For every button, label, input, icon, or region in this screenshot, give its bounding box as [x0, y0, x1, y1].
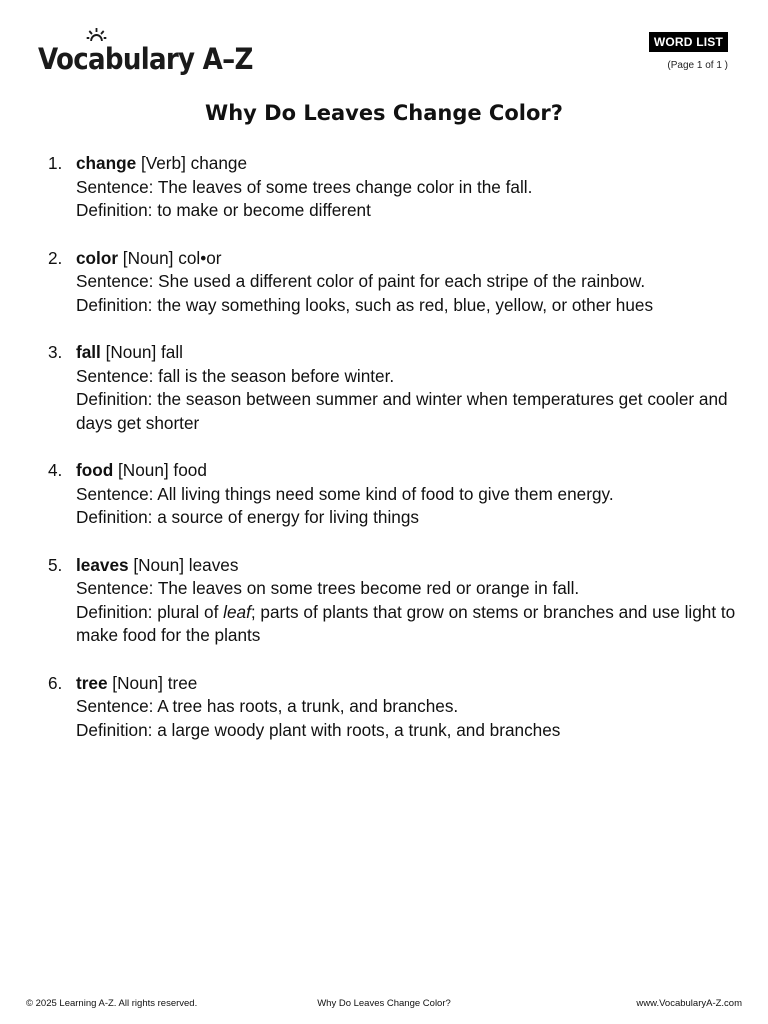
item-body	[76, 247, 738, 318]
word-heading	[76, 672, 738, 696]
list-item	[48, 152, 738, 223]
logo-text-end: bulary A–Z	[104, 42, 253, 76]
vocabulary-az-logo	[38, 42, 253, 76]
item-body	[76, 672, 738, 743]
list-item	[48, 672, 738, 743]
list-item	[48, 247, 738, 318]
word-heading	[76, 341, 738, 365]
item-body	[76, 341, 738, 435]
page-header	[0, 0, 768, 100]
page-title: Why Do Leaves Change Color?	[205, 101, 563, 125]
item-number: 5.	[48, 554, 63, 575]
part-of-speech: [Noun] food	[113, 460, 207, 480]
vocab-word: food	[76, 460, 114, 480]
definition: Definition: plural of leaf; parts of plants that grow on stems or branches and use light to make food for the plants	[76, 601, 736, 645]
word-list-badge: WORD LIST	[649, 32, 728, 52]
word-heading	[76, 152, 738, 176]
example-sentence: Sentence: A tree has roots, a trunk, and branches.	[76, 696, 459, 716]
example-sentence: Sentence: The leaves of some trees change color in the fall.	[76, 176, 533, 197]
list-item	[48, 459, 738, 530]
page-indicator: (Page 1 of 1 )	[667, 60, 728, 71]
example-sentence: Sentence: She used a different color of paint for each stripe of the rainbow.	[76, 271, 646, 291]
vocab-word: tree	[76, 672, 108, 693]
vocab-word: color	[76, 247, 119, 268]
definition: Definition: to make or become different	[76, 200, 371, 220]
item-body	[76, 459, 738, 530]
part-of-speech: [Verb] change	[136, 153, 248, 173]
item-number: 4.	[48, 460, 63, 480]
footer-copyright: © 2025 Learning A-Z. All rights reserved.	[26, 998, 198, 1009]
page-footer	[0, 998, 768, 1012]
example-sentence: Sentence: All living things need some kind of food to give them energy.	[76, 483, 614, 504]
example-sentence: Sentence: fall is the season before winter.	[76, 365, 395, 386]
item-number: 1.	[48, 153, 63, 173]
word-heading	[76, 554, 738, 578]
vocab-word: leaves	[76, 554, 129, 575]
vocab-word: change	[76, 153, 137, 173]
part-of-speech: [Noun] tree	[107, 672, 198, 693]
sun-icon	[87, 28, 107, 42]
footer-url: www.VocabularyA-Z.com	[636, 998, 742, 1009]
logo-letter-with-sun: a	[88, 42, 105, 76]
item-number: 2.	[48, 247, 63, 268]
word-list	[48, 152, 738, 766]
list-item	[48, 554, 738, 648]
definition-emphasis: leaf	[223, 601, 251, 622]
footer-title: Why Do Leaves Change Color?	[317, 998, 451, 1009]
definition: Definition: a source of energy for living things	[76, 507, 419, 527]
example-sentence: Sentence: The leaves on some trees become red or orange in fall.	[76, 578, 580, 598]
item-body	[76, 152, 738, 223]
list-item	[48, 341, 738, 435]
part-of-speech: [Noun] col•or	[118, 247, 222, 268]
word-heading	[76, 247, 738, 271]
item-body	[76, 554, 738, 648]
part-of-speech: [Noun] fall	[100, 342, 184, 362]
part-of-speech: [Noun] leaves	[128, 554, 239, 575]
item-number: 3.	[48, 342, 63, 362]
vocab-word: fall	[76, 342, 101, 362]
definition: Definition: the way something looks, such as red, blue, yellow, or other hues	[76, 294, 654, 315]
definition: Definition: a large woody plant with roots, a trunk, and branches	[76, 719, 561, 740]
definition: Definition: the season between summer and winter when temperatures get cooler and days get shorter	[76, 389, 728, 433]
logo-text-start: Voc	[38, 42, 89, 76]
word-heading	[76, 459, 738, 483]
item-number: 6.	[48, 672, 63, 693]
